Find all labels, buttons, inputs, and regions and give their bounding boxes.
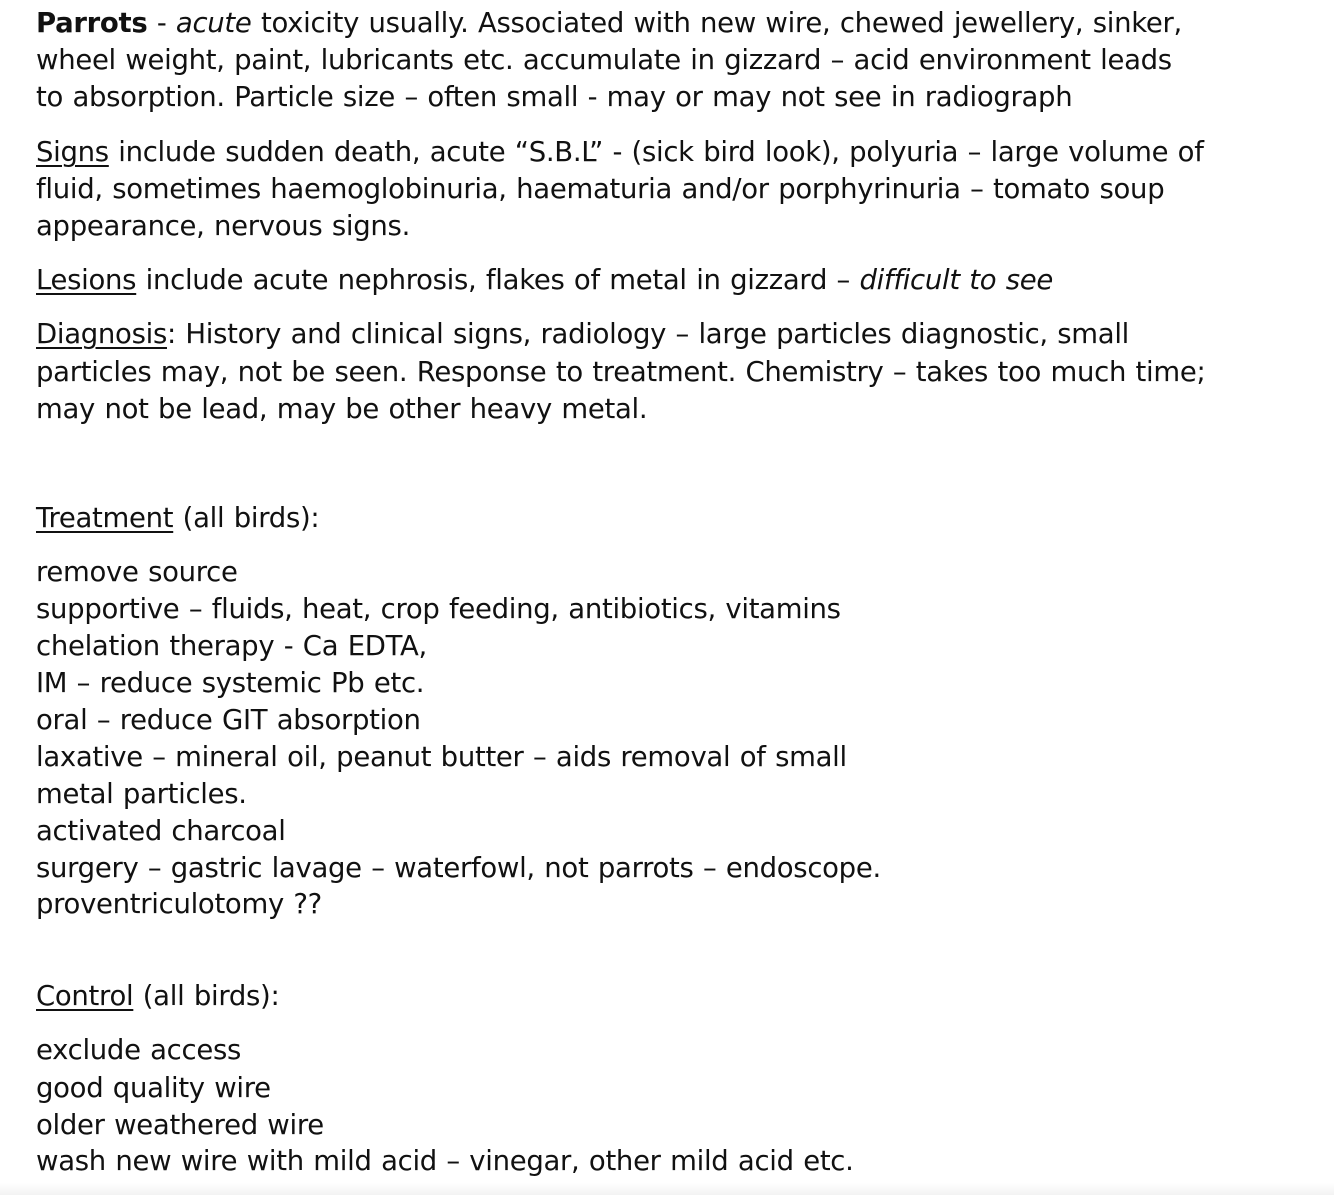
parrots-separator: - — [147, 7, 176, 39]
control-item: exclude access — [36, 1034, 241, 1066]
treatment-heading: Treatment — [36, 502, 174, 534]
diagnosis-line-1-text: : History and clinical signs, radiology – large particles diagnostic, small — [166, 318, 1130, 350]
control-heading: Control — [36, 980, 134, 1012]
control-item: wash new wire with mild acid – vinegar, other mild acid etc. — [36, 1145, 854, 1177]
treatment-item: metal particles. — [36, 778, 247, 810]
treatment-item: chelation therapy - Ca EDTA, — [36, 630, 427, 662]
treatment-item: proventriculotomy ?? — [36, 888, 322, 920]
page-bottom-edge — [0, 1183, 1334, 1195]
signs-line-2: fluid, sometimes haemoglobinuria, haematuria and/or porphyrinuria – tomato soup — [36, 173, 1165, 205]
diagnosis-line-3: may not be lead, may be other heavy metal. — [36, 393, 648, 425]
control-heading-line — [36, 978, 279, 1015]
treatment-item: remove source — [36, 556, 238, 588]
parrots-line-1-text: toxicity usually. Associated with new wire, chewed jewellery, sinker, — [251, 7, 1182, 39]
lesions-italic: difficult to see — [859, 264, 1053, 296]
lesions-line — [36, 262, 1053, 299]
treatment-suffix: (all birds): — [173, 502, 320, 534]
signs-line-3: appearance, nervous signs. — [36, 210, 411, 242]
control-suffix: (all birds): — [133, 980, 280, 1012]
treatment-item: activated charcoal — [36, 815, 286, 847]
treatment-item: surgery – gastric lavage – waterfowl, not parrots – endoscope. — [36, 852, 881, 884]
signs-heading: Signs — [36, 136, 109, 168]
diagnosis-heading: Diagnosis — [36, 318, 167, 350]
parrots-line-1 — [36, 5, 1182, 42]
lesions-heading: Lesions — [36, 264, 137, 296]
control-item: good quality wire — [36, 1072, 271, 1104]
diagnosis-line-1 — [36, 316, 1129, 353]
treatment-heading-line — [36, 500, 319, 537]
parrots-line-2: wheel weight, paint, lubricants etc. accumulate in gizzard – acid environment leads — [36, 44, 1172, 76]
signs-line-1-text: include sudden death, acute “S.B.L” - (sick bird look), polyuria – large volume of — [108, 136, 1204, 168]
control-item: older weathered wire — [36, 1109, 324, 1141]
treatment-item: laxative – mineral oil, peanut butter – aids removal of small — [36, 741, 847, 773]
signs-line-1 — [36, 134, 1204, 171]
parrots-line-3: to absorption. Particle size – often small - may or may not see in radiograph — [36, 81, 1073, 113]
parrots-italic-acute: acute — [175, 7, 252, 39]
parrots-title: Parrots — [36, 7, 148, 39]
treatment-item: IM – reduce systemic Pb etc. — [36, 667, 425, 699]
treatment-item: oral – reduce GIT absorption — [36, 704, 421, 736]
treatment-item: supportive – fluids, heat, crop feeding, antibiotics, vitamins — [36, 593, 841, 625]
diagnosis-line-2: particles may, not be seen. Response to treatment. Chemistry – takes too much time; — [36, 356, 1206, 388]
lesions-text: include acute nephrosis, flakes of metal in gizzard – — [136, 264, 860, 296]
